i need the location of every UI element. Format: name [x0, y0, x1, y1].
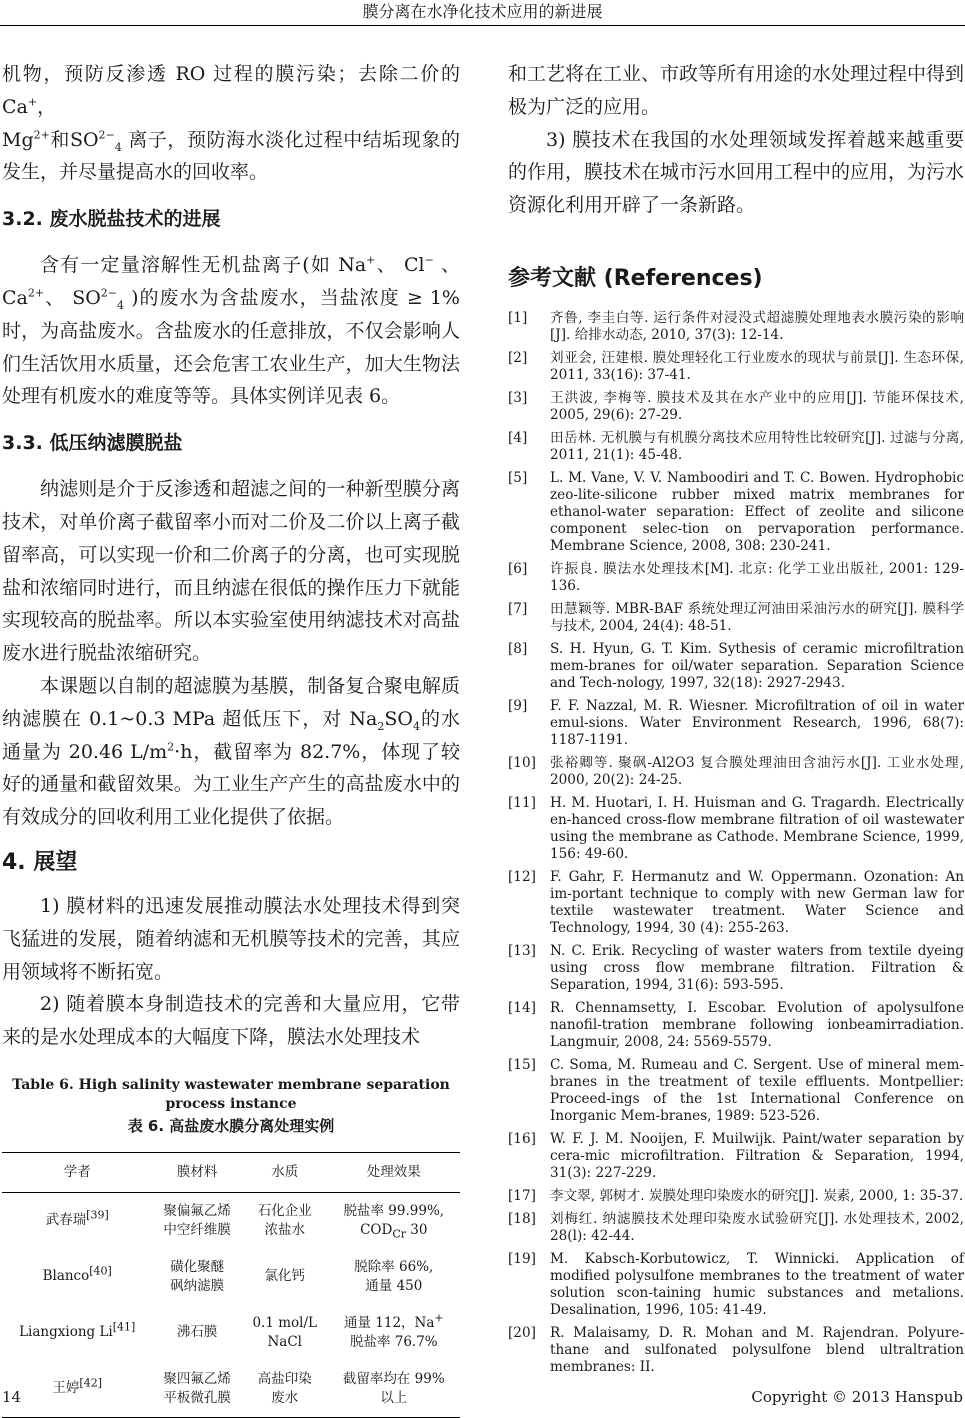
p33-text-c: 的水通量为 20.46 L/m [2, 707, 460, 763]
effect-line-2: COD [360, 1221, 393, 1238]
sup-2: 2 [167, 740, 175, 754]
reference-text: M. Kabsch-Korbutowicz, T. Winnicki. Application of modified polysulfone membranes to the treatment of water solution scon-taining humic substances and metalions. Desalination, 1996, 105: 41-49. [550, 1250, 964, 1318]
header-water: 水质 [242, 1152, 328, 1192]
table-row [2, 1192, 460, 1249]
intro-paragraph [2, 58, 460, 189]
p32-text-e: 、 SO [44, 286, 101, 309]
reference-item [508, 1251, 964, 1319]
reference-item [508, 601, 964, 635]
reference-text: W. F. J. M. Nooijen, F. Muilwijk. Paint/water separation by cera-mic microfiltration. Filtration & Separation, 1994, 31(3): 227-229. [550, 1130, 964, 1181]
reference-text: 李文翠, 郭树才. 炭膜处理印染废水的研究[J]. 炭素, 2000, 1: 35-37. [550, 1187, 964, 1204]
reference-number: [6] [508, 560, 528, 577]
reference-number: [15] [508, 1056, 536, 1073]
sup-2minus: 2− [100, 286, 118, 300]
reference-text: F. Gahr, F. Hermanutz and W. Oppermann. Ozonation: An im-portant technique to comply with new German law for textile wastewater treatment. Water Science and Technology, 1994, 30 (4): 255-263. [550, 868, 964, 936]
reference-text: H. M. Huotari, I. H. Huisman and G. Tragardh. Electrically en-hanced cross-flow membrane filtration of oil wastewater using the membrane as Cathode. Membrane Science, 1999, 156: 49-60. [550, 794, 964, 862]
sup-plus: + [366, 253, 376, 267]
header-effect: 处理效果 [328, 1152, 460, 1192]
reference-number: [7] [508, 600, 528, 617]
reference-number: [8] [508, 640, 528, 657]
cell-scholar [2, 1192, 152, 1249]
cell-material: 聚四氟乙烯 平板微孔膜 [152, 1361, 241, 1418]
running-header: 膜分离在水净化技术应用的新进展 [362, 2, 603, 21]
outlook-paragraph-2: 2) 随着膜本身制造技术的完善和大量应用，它带来的是水处理成本的大幅度下降，膜法水处理技术 [2, 993, 460, 1049]
outlook-paragraph-3: 3) 膜技术在我国的水处理领域发挥着越来越重要的作用，膜技术在城市污水回用工程中的应用，为污水资源化利用开辟了一条新路。 [508, 128, 965, 217]
reference-text: 田岳林. 无机膜与有机膜分离技术应用特性比较研究[J]. 过滤与分离, 2011, 21(1): 45-48. [550, 429, 964, 463]
reference-number: [13] [508, 942, 536, 959]
effect-line-2: 脱盐率 76.7% [349, 1333, 438, 1350]
reference-text: 刘亚会, 汪建根. 膜处理轻化工行业废水的现状与前景[J]. 生态环保, 2011, 33(16): 37-41. [550, 349, 964, 383]
cell-water: 0.1 mol/L NaCl [252, 1314, 317, 1350]
header-material: 膜材料 [152, 1152, 241, 1192]
scholar-name: Liangxiong Li [19, 1324, 113, 1341]
p32-text-c: 、 [433, 254, 460, 277]
reference-text: L. M. Vane, V. V. Namboodiri and T. C. Bowen. Hydrophobic zeo-lite-silicone rubber mixed matrix membranes for ethanol-water separation: Effect of zeolite and silicone component selec-tion on pervaporation performance. Membrane Science, 2008, 308: 230-241. [550, 469, 964, 554]
sup-2minus: 2− [98, 128, 115, 142]
intro-text-d: 和 [49, 128, 70, 151]
reference-item [508, 310, 964, 344]
scholar-ref: [42] [79, 1376, 102, 1390]
table-6 [2, 1152, 460, 1418]
reference-list [508, 310, 964, 1376]
chapter-4-heading: 4. 展望 [2, 849, 78, 875]
sub-cr: Cr [392, 1227, 407, 1241]
cell-effect [328, 1192, 460, 1249]
references-heading: 参考文献 (References) [508, 265, 763, 291]
reference-text: 齐鲁, 李圭白等. 运行条件对浸没式超滤膜处理地表水膜污染的影响[J]. 给排水动态, 2010, 37(3): 12-14. [550, 309, 964, 343]
table-6-caption-en: Table 6. High salinity wastewater membrane separation process instance [12, 1076, 450, 1112]
p33-text-d: ·h，截留率为 82.7%，体现了较好的通量和截留效果。为工业生产产生的高盐废水中的有效成分的回收利用工业化提供了依据。 [2, 740, 460, 829]
cell-scholar [2, 1361, 152, 1418]
reference-text: R. Malaisamy, D. R. Mohan and M. Rajendran. Polyure-thane and sulfonated polysulfone blend ultraltration membranes: II. [550, 1324, 964, 1375]
effect-line-1: 脱盐率 99.99%, [343, 1202, 445, 1219]
reference-item [508, 430, 964, 464]
reference-text: 田慧颖等. MBR-BAF 系统处理辽河油田采油污水的研究[J]. 膜科学与技术, 2004, 24(4): 48-51. [550, 600, 964, 634]
reference-item [508, 1131, 964, 1182]
reference-item [508, 1000, 964, 1051]
section-3-3-heading: 3.3. 低压纳滤膜脱盐 [2, 432, 183, 455]
reference-number: [3] [508, 389, 528, 406]
sup-plus: + [434, 1311, 444, 1325]
outlook-paragraph-1: 1) 膜材料的迅速发展推动膜法水处理技术得到突飞猛进的发展，随着纳滤和无机膜等技术的完善，其应用领域将不断拓宽。 [2, 894, 460, 983]
reference-item [508, 1211, 964, 1245]
reference-item [508, 869, 964, 937]
section-3-3-paragraph-1: 纳滤则是介于反渗透和超滤之间的一种新型膜分离技术，对单价离子截留率小而对二价及二价以上离子截留率高，可以实现一价和二价离子的分离，也可实现脱盐和浓缩同时进行，而且纳滤在很低的操作压力下就能实现较高的脱盐率。所以本实验室使用纳滤技术对高盐废水进行脱盐浓缩研究。 [2, 478, 460, 665]
reference-text: 王洪波, 李梅等. 膜技术及其在水产业中的应用[J]. 节能环保技术, 2005, 29(6): 27-29. [550, 389, 964, 423]
section-3-2-paragraph [2, 249, 460, 413]
reference-item [508, 641, 964, 692]
sub-4: 4 [117, 298, 125, 312]
reference-text: 刘梅红. 纳滤膜技术处理印染废水试验研究[J]. 水处理技术, 2002, 28(l): 42-44. [550, 1210, 964, 1244]
reference-number: [10] [508, 754, 536, 771]
reference-number: [5] [508, 469, 528, 486]
sup-minus: − [424, 253, 434, 267]
table-header-row [2, 1152, 460, 1192]
scholar-ref: [39] [86, 1208, 109, 1222]
cell-effect [328, 1249, 460, 1305]
cell-material: 磺化聚醚 砜纳滤膜 [170, 1258, 225, 1294]
sub-2: 2 [377, 719, 385, 733]
outlook-continuation: 和工艺将在工业、市政等所有用途的水处理过程中得到极为广泛的应用。 [508, 63, 965, 118]
reference-number: [9] [508, 697, 528, 714]
reference-number: [1] [508, 309, 528, 326]
cell-material: 沸石膜 [176, 1324, 218, 1341]
sub-4: 4 [412, 719, 420, 733]
table-row [2, 1361, 460, 1418]
reference-number: [14] [508, 999, 536, 1016]
copyright-notice: Copyright © 2013 Hanspub [751, 1388, 963, 1406]
cell-effect [328, 1305, 460, 1361]
header-rule [0, 25, 965, 26]
sub-4: 4 [114, 140, 122, 154]
effect-line-2: 通量 450 [365, 1277, 423, 1294]
sup-2plus: 2+ [27, 286, 45, 300]
table-row [2, 1249, 460, 1305]
effect-line-2b: 30 [406, 1221, 428, 1238]
reference-number: [11] [508, 794, 536, 811]
scholar-ref: [40] [89, 1264, 112, 1278]
sup-plus: + [27, 95, 38, 109]
intro-text-b: ， [37, 95, 57, 118]
effect-line-1: 截留率均在 99% [342, 1370, 445, 1387]
scholar-name: Blanco [42, 1268, 90, 1285]
reference-item [508, 350, 964, 384]
cell-effect [328, 1361, 460, 1418]
section-3-2-heading: 3.2. 废水脱盐技术的进展 [2, 208, 221, 231]
reference-item [508, 795, 964, 863]
table-6-caption-zh: 表 6. 高盐废水膜分离处理实例 [127, 1116, 335, 1135]
scholar-ref: [41] [112, 1320, 136, 1334]
section-3-3-paragraph-2 [2, 670, 460, 834]
reference-text: C. Soma, M. Rumeau and C. Sergent. Use of mineral mem-branes in the treatment of texile effluents. Montpellier: Proceed-ings of the 1st International Conference on Inorganic Mem-branes, 1989: 523-526. [550, 1056, 964, 1124]
p32-text-d: Ca [2, 286, 28, 309]
scholar-name: 王婷 [52, 1380, 80, 1397]
reference-number: [16] [508, 1130, 536, 1147]
right-column [508, 58, 964, 1382]
reference-item [508, 755, 964, 789]
scholar-name: 武春瑞 [45, 1212, 87, 1229]
reference-text: 张裕卿等. 聚砜-Al2O3 复合膜处理油田含油污水[J]. 工业水处理, 2000, 20(2): 24-25. [550, 754, 964, 788]
reference-item [508, 698, 964, 749]
cell-water: 氯化钙 [264, 1268, 305, 1285]
reference-text: R. Chennamsetty, I. Escobar. Evolution of apolysulfone nanofil-tration membrane following ionbeamirradiation. Langmuir, 2008, 24: 5569-5579. [550, 999, 964, 1050]
cell-water: 高盐印染 废水 [242, 1361, 328, 1418]
reference-number: [4] [508, 429, 528, 446]
reference-number: [12] [508, 868, 536, 885]
cell-scholar [2, 1305, 152, 1361]
p32-text-f: )的废水为含盐废水，当盐浓度 ≥ 1%时，为高盐废水。含盐废水的任意排放，不仅会影响人们生活饮用水质量，还会危害工农业生产，加大生物法处理有机废水的难度等等。具体实例详见表 6。 [2, 286, 460, 408]
cell-material: 聚偏氟乙烯 中空纤维膜 [163, 1202, 231, 1238]
reference-item [508, 470, 964, 555]
cell-water: 石化企业 浓盐水 [257, 1202, 312, 1238]
intro-text-f: 离子，预防海水淡化过程中结垢现象的发生，并尽量提高水的回收率。 [2, 128, 460, 184]
reference-item [508, 1325, 964, 1376]
p33-text-a: 本课题以自制的超滤膜为基膜，制备复合聚电解质纳滤膜在 0.1~0.3 MPa 超低压下，对 Na [2, 674, 460, 730]
reference-item [508, 1057, 964, 1125]
reference-item [508, 1188, 964, 1205]
reference-item [508, 390, 964, 424]
reference-text: S. H. Hyun, G. T. Kim. Sythesis of ceramic microfiltration mem-branes for oil/water separation. Separation Science and Tech-nology, 1997, 32(18): 2927-2943. [550, 640, 964, 691]
header-scholar: 学者 [2, 1152, 152, 1192]
reference-text: 许振良. 膜法水处理技术[M]. 北京: 化学工业出版社, 2001: 129-136. [550, 560, 964, 594]
intro-text-e: SO [69, 128, 99, 151]
effect-line-1: 通量 112，Na [343, 1314, 435, 1331]
reference-item [508, 943, 964, 994]
sup-2plus: 2+ [33, 128, 50, 142]
reference-text: F. F. Nazzal, M. R. Wiesner. Microfiltration of oil in water emul-sions. Water Environment Research, 1996, 68(7): 1187-1191. [550, 697, 964, 748]
effect-line-2: 以上 [380, 1389, 408, 1406]
reference-number: [20] [508, 1324, 536, 1341]
cell-scholar [2, 1249, 152, 1305]
table-row [2, 1305, 460, 1361]
p32-text-b: 、 Cl [375, 254, 425, 277]
p33-text-b: SO [384, 707, 413, 730]
page-number: 14 [2, 1388, 22, 1406]
effect-line-1: 脱除率 66%, [354, 1258, 434, 1275]
intro-text-c: Mg [2, 128, 34, 151]
reference-number: [17] [508, 1187, 536, 1204]
reference-item [508, 561, 964, 595]
reference-number: [2] [508, 349, 528, 366]
reference-text: N. C. Erik. Recycling of waster waters from textile dyeing using cross flow membrane filtration. Filtration & Separation, 1994, 31(6): 593-595. [550, 942, 964, 993]
reference-number: [19] [508, 1250, 536, 1267]
left-column [2, 58, 460, 1418]
reference-number: [18] [508, 1210, 536, 1227]
intro-text-a: 机物，预防反渗透 RO 过程的膜污染；去除二价的 Ca [2, 63, 460, 118]
p32-text-a: 含有一定量溶解性无机盐离子(如 Na [40, 254, 367, 277]
